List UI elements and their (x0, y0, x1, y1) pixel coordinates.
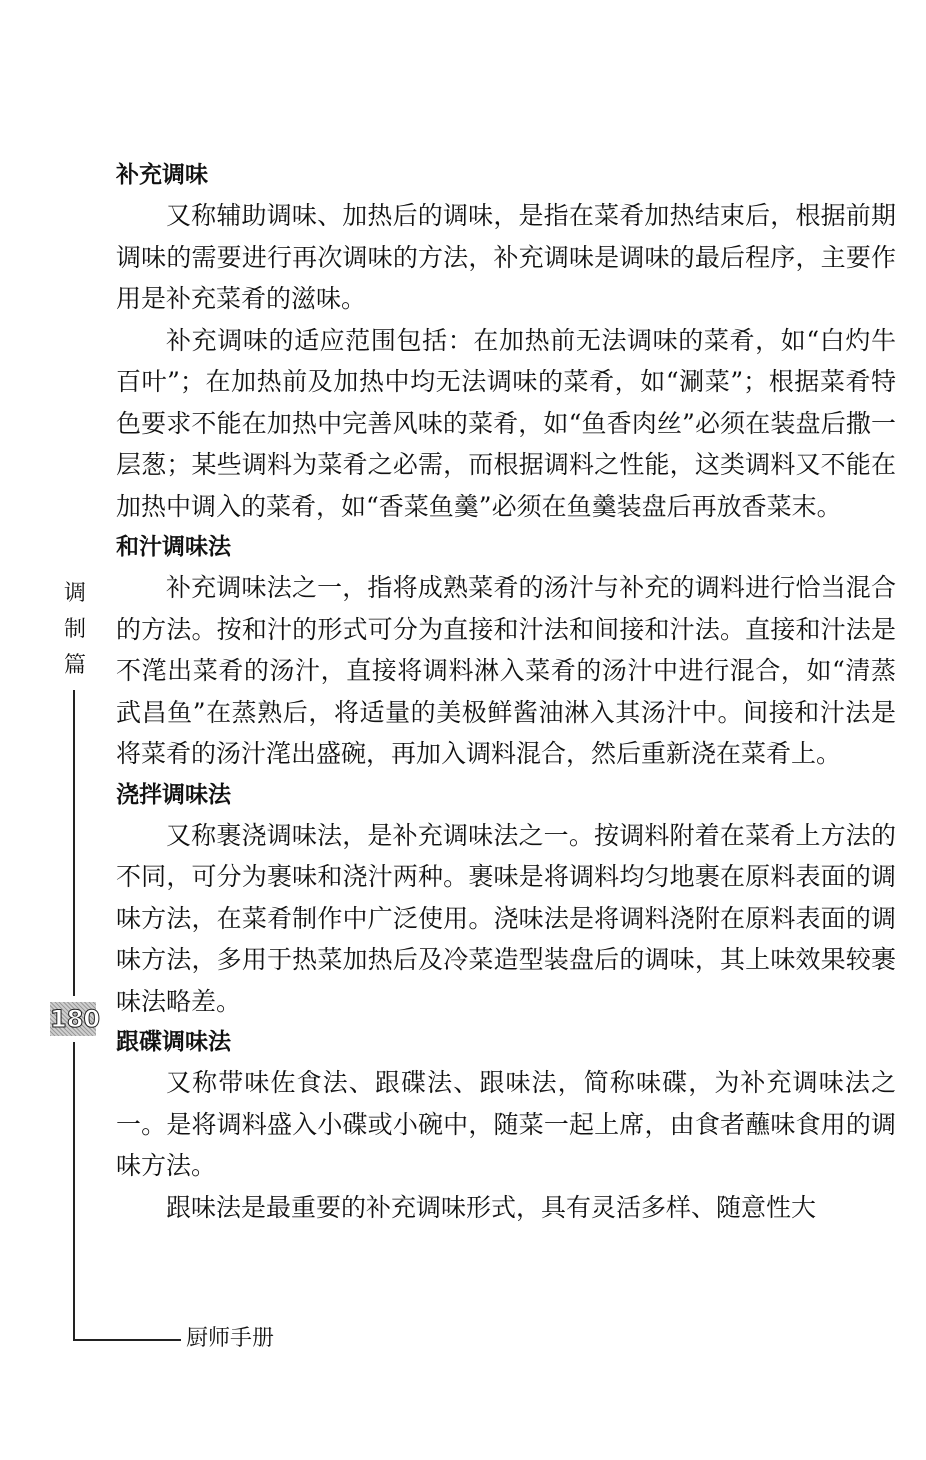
side-label-char: 调 (63, 581, 86, 606)
section-heading-buchong: 补充调味 (116, 162, 208, 188)
page-number: 180 (50, 1002, 96, 1036)
side-label-char: 制 (63, 617, 86, 642)
paragraph: 补充调味的适应范围包括：在加热前无法调味的菜肴，如“白灼牛百叶”；在加热前及加热中均无法调味的菜肴，如“涮菜”；根据菜肴特色要求不能在加热中完善风味的菜肴，如“鱼香肉丝”必须在装盘后撒一层葱；某些调料为菜肴之必需，而根据调料之性能，这类调料又不能在加热中调入的菜肴，如“香菜鱼羹”必须在鱼羹装盘后再放香菜末。 (116, 325, 896, 521)
paragraph: 又称带味佐食法、跟碟法、跟味法，简称味碟，为补充调味法之一。是将调料盛入小碟或小碗中，随菜一起上席，由食者蘸味食用的调味方法。 (116, 1068, 896, 1180)
margin-rule-lower (73, 1042, 75, 1340)
page-body (116, 155, 896, 1228)
footer-title: 厨师手册 (186, 1326, 275, 1351)
margin-rule-upper (73, 690, 75, 996)
side-label-char: 篇 (63, 653, 86, 678)
paragraph: 跟味法是最重要的补充调味形式，具有灵活多样、随意性大 (166, 1192, 817, 1222)
paragraph: 补充调味法之一，指将成熟菜肴的汤汁与补充的调料进行恰当混合的方法。按和汁的形式可分为直接和汁法和间接和汁法。直接和汁法是不滗出菜肴的汤汁，直接将调料淋入菜肴的汤汁中进行混合，如“清蒸武昌鱼”在蒸熟后，将适量的美极鲜酱油淋入其汤汁中。间接和汁法是将菜肴的汤汁滗出盛碗，再加入调料混合，然后重新浇在菜肴上。 (116, 573, 896, 768)
footer-rule (73, 1339, 181, 1341)
section-heading-jiaoban: 浇拌调味法 (116, 781, 231, 808)
section-heading-hezhi: 和汁调味法 (116, 534, 231, 560)
paragraph: 又称裹浇调味法，是补充调味法之一。按调料附着在菜肴上方法的不同，可分为裹味和浇汁两种。裹味是将调料均匀地裹在原料表面的调味方法，在菜肴制作中广泛使用。浇味法是将调料浇附在原料表面的调味方法，多用于热菜加热后及冷菜造型装盘后的调味，其上味效果较裹味法略差。 (116, 820, 896, 1016)
paragraph: 又称辅助调味、加热后的调味，是指在菜肴加热结束后，根据前期调味的需要进行再次调味的方法，补充调味是调味的最后程序，主要作用是补充菜肴的滋味。 (116, 201, 896, 313)
section-heading-gendie: 跟碟调味法 (116, 1029, 231, 1055)
